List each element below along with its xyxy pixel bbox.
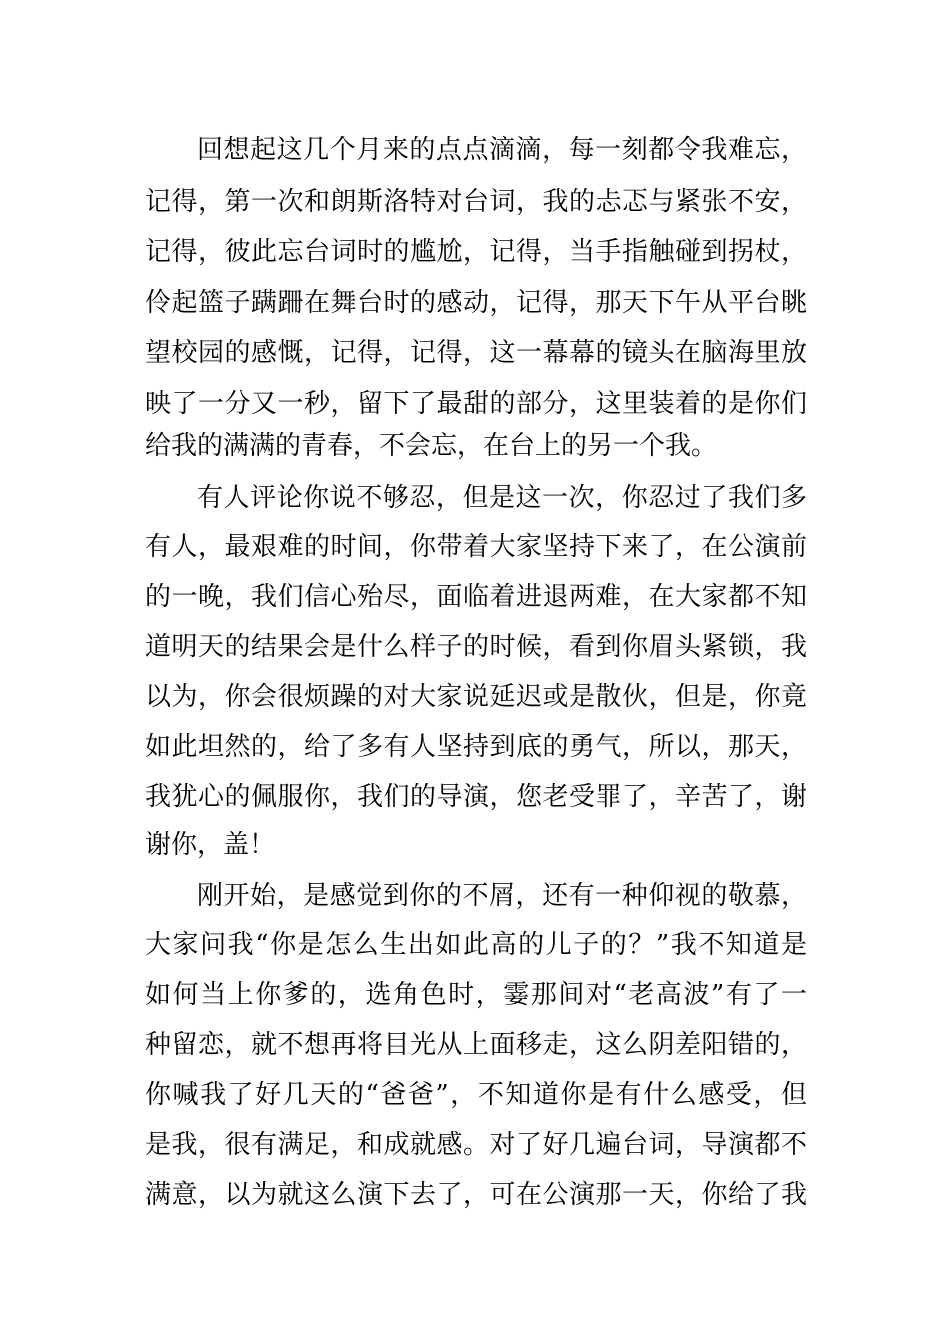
text-line: 的一晚，我们信心殆尽，面临着进退两难，在大家都不知 bbox=[145, 582, 807, 612]
text-line: 以为，你会很烦躁的对大家说延迟或是散伙，但是，你竟 bbox=[145, 682, 807, 712]
text-line: 记得，彼此忘台词时的尴尬，记得，当手指触碰到拐杖， bbox=[145, 237, 807, 267]
text-line: 映了一分又一秒，留下了最甜的部分，这里装着的是你们 bbox=[145, 389, 807, 419]
text-line: 刚开始，是感觉到你的不屑，还有一种仰视的敬慕， bbox=[197, 881, 807, 911]
text-line: 大家问我“你是怎么生出如此高的儿子的？”我不知道是 bbox=[145, 930, 807, 960]
text-line: 谢你，盖！ bbox=[145, 830, 276, 860]
text-line: 有人评论你说不够忍，但是这一次，你忍过了我们多 bbox=[197, 483, 807, 513]
text-line: 满意，以为就这么演下去了，可在公演那一天，你给了我 bbox=[145, 1180, 807, 1210]
text-line: 你喊我了好几天的“爸爸”，不知道你是有什么感受，但 bbox=[145, 1080, 807, 1110]
text-line: 如何当上你爹的，选角色时，霎那间对“老高波”有了一 bbox=[145, 980, 807, 1010]
text-line: 回想起这几个月来的点点滴滴，每一刻都令我难忘， bbox=[197, 135, 807, 165]
text-line: 道明天的结果会是什么样子的时候，看到你眉头紧锁，我 bbox=[145, 632, 807, 662]
text-line: 望校园的感慨，记得，记得，这一幕幕的镜头在脑海里放 bbox=[145, 338, 807, 368]
text-line: 是我，很有满足，和成就感。对了好几遍台词，导演都不 bbox=[145, 1130, 807, 1160]
text-line: 种留恋，就不想再将目光从上面移走，这么阴差阳错的， bbox=[145, 1030, 807, 1060]
text-line: 有人，最艰难的时间，你带着大家坚持下来了，在公演前 bbox=[145, 532, 807, 562]
text-line: 如此坦然的，给了多有人坚持到底的勇气，所以，那天， bbox=[145, 732, 807, 762]
text-line: 我犹心的佩服你，我们的导演，您老受罪了，辛苦了，谢 bbox=[145, 782, 807, 812]
text-line: 伶起篮子蹒跚在舞台时的感动，记得，那天下午从平台眺 bbox=[145, 288, 807, 318]
text-line: 给我的满满的青春，不会忘，在台上的另一个我。 bbox=[145, 431, 718, 461]
text-line: 记得，第一次和朗斯洛特对台词，我的忐忑与紧张不安， bbox=[145, 187, 807, 217]
